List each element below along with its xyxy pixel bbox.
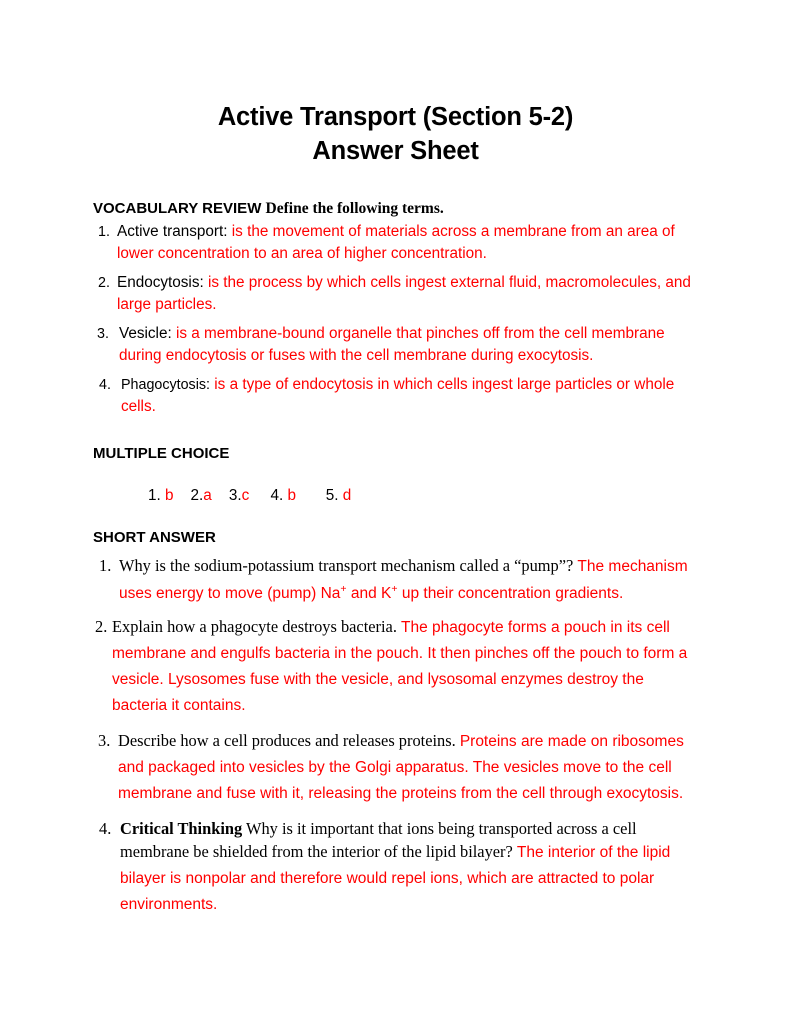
- short-answer-response: Proteins are made on ribosomes and packaged into vesicles by the Golgi apparatus. The vesicles move to the cell membrane and fuse with it, releasing the proteins from the cell through exocytosis.: [118, 733, 684, 802]
- short-answer-question: Describe how a cell produces and releases proteins.: [118, 731, 456, 750]
- vocabulary-item: [93, 272, 703, 316]
- short-answer-question: Explain how a phagocyte destroys bacteria.: [112, 617, 397, 636]
- short-answer-question-emphasis: [120, 819, 242, 838]
- short-answer-number: 1.: [99, 556, 112, 575]
- multiple-choice-section: [93, 444, 703, 527]
- mc-letter-4: b: [287, 487, 297, 504]
- short-answer-item: [93, 818, 703, 918]
- mc-letter-2: a: [203, 487, 212, 504]
- vocabulary-item-number: 2.: [98, 275, 110, 291]
- vocabulary-heading-label: VOCABULARY REVIEW: [93, 200, 262, 217]
- short-answer-question: Why is it important that ions being transported across a cell membrane be shielded from the interior of the lipid bilayer?: [120, 819, 637, 861]
- short-answer-number: 2.: [95, 617, 108, 636]
- vocabulary-item: [93, 374, 703, 418]
- vocabulary-item-answer: is the process by which cells ingest external fluid, macromolecules, and large particles.: [117, 274, 691, 313]
- title-line-1: Active Transport (Section 5-2): [217, 103, 574, 131]
- short-answer-item: [93, 615, 703, 719]
- mc-letter-3: c: [241, 487, 250, 504]
- vocabulary-item-answer: is the movement of materials across a membrane from an area of lower concentration to an area of higher concentration.: [117, 223, 675, 262]
- critical-thinking-label: Critical Thinking: [120, 819, 243, 838]
- mc-letter-5: d: [342, 487, 352, 504]
- vocabulary-item-term: Endocytosis:: [117, 274, 204, 291]
- multiple-choice-answer-row: [114, 464, 703, 527]
- vocabulary-item-answer: is a membrane-bound organelle that pinches off from the cell membrane during endocytosis or fuses with the cell membrane during exocytosis.: [119, 325, 665, 364]
- short-answer-response-part2: and K: [346, 585, 392, 602]
- short-answer-response: The interior of the lipid bilayer is nonpolar and therefore would repel ions, which are attracted to polar environments.: [120, 844, 671, 913]
- vocabulary-item-term: Vesicle:: [119, 325, 172, 342]
- vocabulary-item: [93, 323, 703, 367]
- vocabulary-heading: [93, 199, 703, 218]
- mc-letter-1: b: [165, 487, 174, 504]
- short-answer-response-part3: up their concentration gradients.: [397, 585, 624, 602]
- short-answer-response-part1: The mechanism uses energy to move (pump) Na: [119, 558, 688, 602]
- document-body: [93, 199, 703, 918]
- short-answer-heading: SHORT ANSWER: [93, 529, 216, 546]
- page-title: [0, 100, 791, 168]
- vocabulary-item: [93, 221, 703, 265]
- vocabulary-item-number: 3.: [97, 326, 109, 342]
- superscript-plus-sodium: +: [340, 582, 347, 595]
- mc-number-3: 3.: [228, 487, 242, 504]
- short-answer-question: Why is the sodium-potassium transport mechanism called a “pump”?: [119, 556, 574, 575]
- vocabulary-item-term: Active transport:: [117, 223, 228, 240]
- vocabulary-item-number: 4.: [99, 377, 111, 393]
- mc-number-5: 5.: [325, 487, 339, 504]
- mc-number-4: 4.: [270, 487, 284, 504]
- short-answer-item: [93, 553, 703, 607]
- mc-number-2: 2.: [190, 487, 204, 504]
- vocabulary-item-number: 1.: [98, 224, 110, 240]
- superscript-plus-potassium: +: [391, 582, 398, 595]
- short-answer-response: The phagocyte forms a pouch in its cell membrane and engulfs bacteria in the pouch. It then pinches off the pouch to form a vesicle. Lysosomes fuse with the vesicle, and lysosomal enzymes destroy the bacteria it contains.: [112, 619, 688, 714]
- title-line-2: Answer Sheet: [312, 137, 479, 165]
- vocabulary-list: [93, 221, 703, 418]
- multiple-choice-heading: MULTIPLE CHOICE: [93, 445, 230, 462]
- vocabulary-heading-instruction: Define the following terms.: [265, 200, 444, 217]
- short-answer-number: 3.: [98, 731, 111, 750]
- mc-number-1: 1.: [148, 487, 161, 504]
- short-answer-list: [93, 553, 703, 918]
- short-answer-number: 4.: [99, 819, 112, 838]
- vocabulary-item-answer: is a type of endocytosis in which cells ingest large particles or whole cells.: [121, 376, 675, 415]
- short-answer-item: [93, 729, 703, 807]
- vocabulary-item-term: Phagocytosis:: [121, 377, 211, 393]
